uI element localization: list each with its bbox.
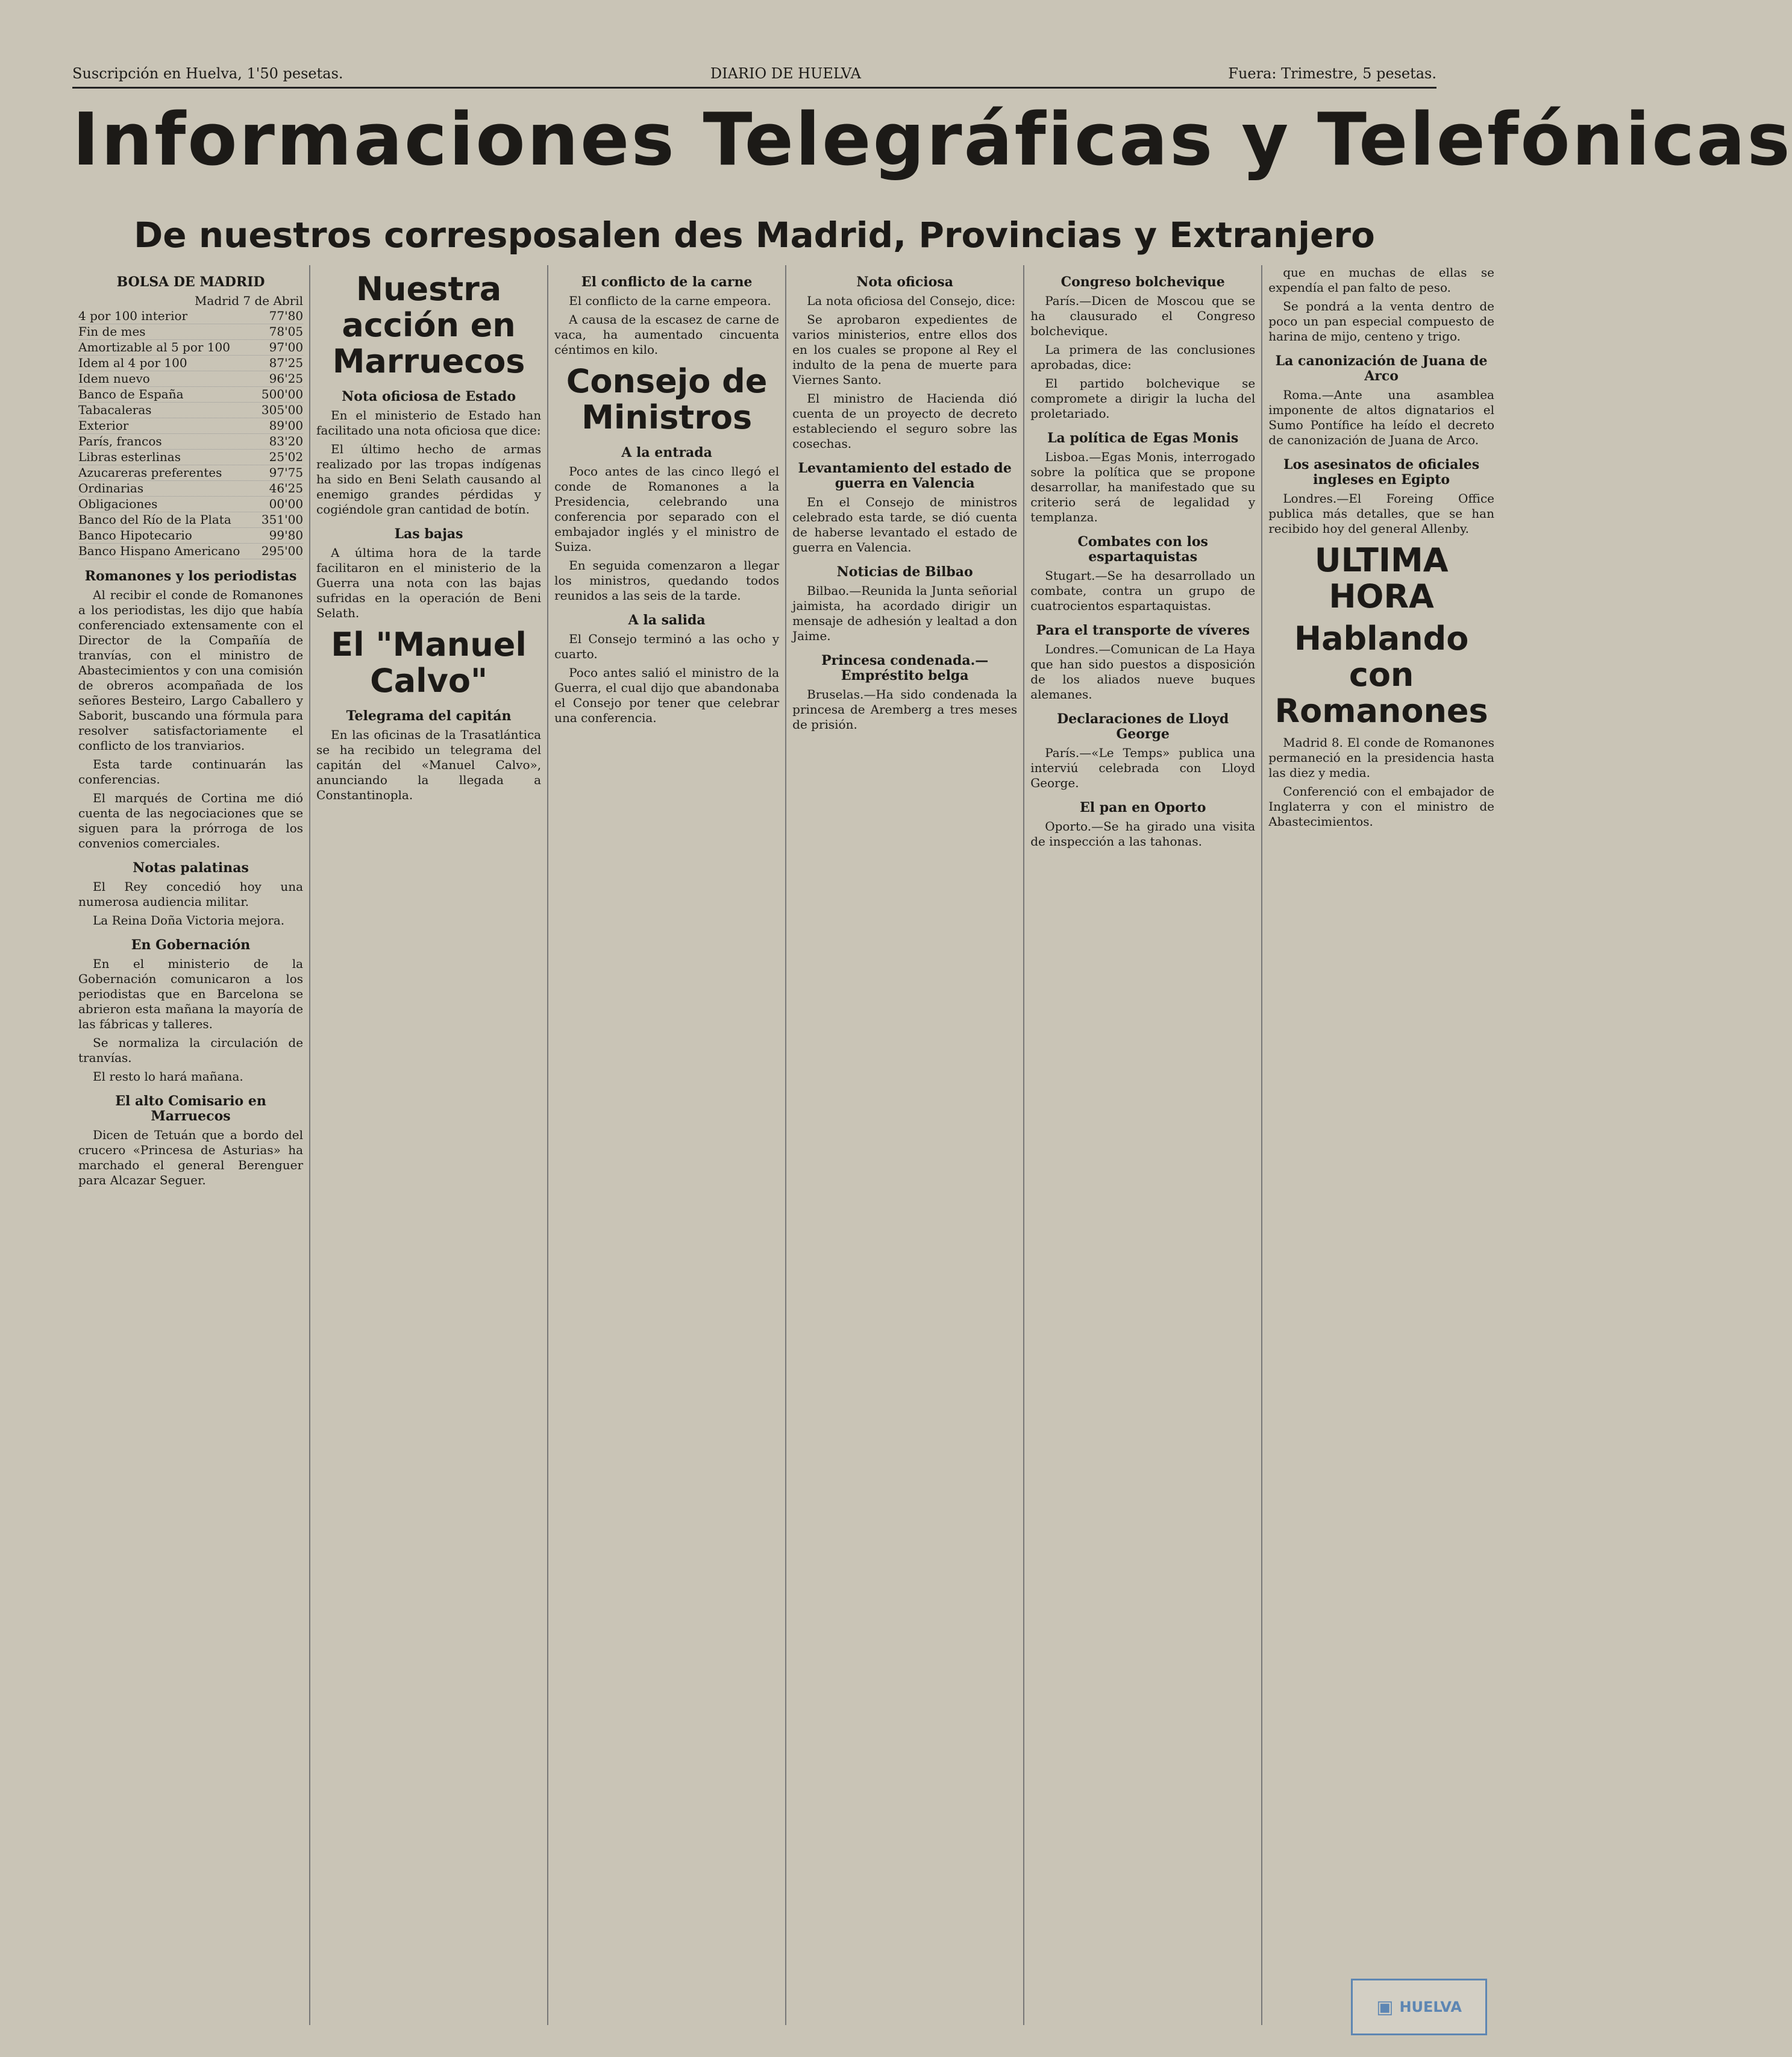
column-2 xyxy=(310,265,548,2025)
sub-banner: De nuestros corresposalen des Madrid, Provincias y Extranjero xyxy=(134,215,1375,256)
paragraph: En el ministerio de la Gobernación comunicaron a los periodistas que en Barcelona se abrieron esta mañana la mayoría de las fábricas y talleres. xyxy=(78,956,304,1031)
paragraph: El Consejo terminó a las ocho y cuarto. xyxy=(554,632,780,661)
columns xyxy=(72,265,1500,2025)
stock-row xyxy=(78,481,303,497)
stock-row xyxy=(78,340,303,356)
paragraph: Poco antes de las cinco llegó el conde de Romanones a la Presidencia, celebrando una conferencia por separado con el embajador inglés y el ministro de Suiza. xyxy=(554,464,780,554)
paragraph: Lisboa.—Egas Monis, interrogado sobre la política que se propone desarrollar, ha manifestado que su criterio será de legalidad y templanza. xyxy=(1030,450,1256,524)
paragraph: La primera de las conclusiones aprobadas, dice: xyxy=(1030,342,1256,372)
stock-title: BOLSA DE MADRID xyxy=(116,274,265,290)
section-heading: A la salida xyxy=(628,612,706,628)
stamp-icon: ▣ xyxy=(1376,1996,1394,2018)
stock-row xyxy=(78,450,303,465)
stock-value: 89'00 xyxy=(269,418,304,433)
stock-name: Idem al 4 por 100 xyxy=(78,356,187,370)
stock-name: Exterior xyxy=(78,418,129,433)
paragraph: En las oficinas de la Trasatlántica se ha recibido un telegrama del capitán del «Manuel Calvo», anunciando la llegada a Constantinopla. xyxy=(316,727,542,802)
stock-row xyxy=(78,528,303,544)
section-heading: Declaraciones de Lloyd George xyxy=(1057,711,1229,742)
section-heading: El pan en Oporto xyxy=(1080,800,1206,815)
stock-value: 87'25 xyxy=(269,356,304,370)
section-heading: Noticias de Bilbao xyxy=(836,564,973,580)
paragraph: El conflicto de la carne empeora. xyxy=(569,294,771,308)
section-heading: Combates con los espartaquistas xyxy=(1077,534,1208,565)
stock-value: 78'05 xyxy=(269,324,304,339)
running-header xyxy=(72,60,1436,89)
paragraph: El resto lo hará mañana. xyxy=(93,1069,243,1084)
stock-row xyxy=(78,371,303,387)
section-heading: Nota oficiosa xyxy=(856,274,953,290)
section-heading: Nota oficiosa de Estado xyxy=(342,389,516,404)
stock-name: Idem nuevo xyxy=(78,371,150,386)
stock-row xyxy=(78,418,303,434)
stock-value: 97'75 xyxy=(269,465,304,480)
paragraph: En el ministerio de Estado han facilitado una nota oficiosa que dice: xyxy=(316,408,542,438)
paragraph: Madrid 8. El conde de Romanones permaneció en la presidencia hasta las diez y media. xyxy=(1268,735,1494,780)
stock-name: Azucareras preferentes xyxy=(78,465,222,480)
paragraph: París.—Dicen de Moscou que se ha clausurado el Congreso bolchevique. xyxy=(1030,294,1256,338)
section-heading: Notas palatinas xyxy=(133,860,249,876)
paragraph: El Rey concedió hoy una numerosa audiencia militar. xyxy=(78,879,304,909)
paragraph: El último hecho de armas realizado por las tropas indígenas ha sido en Beni Selath causando al enemigo grandes pérdidas y cogiéndole gran cantidad de botín. xyxy=(316,442,542,517)
paragraph: Poco antes salió el ministro de la Guerra, el cual dijo que abandonaba el Consejo por tener que celebrar una conferencia. xyxy=(554,665,780,725)
stock-name: París, francos xyxy=(78,434,162,448)
stock-value: 25'02 xyxy=(269,450,304,464)
logo-text: HUELVA xyxy=(1399,1999,1462,2015)
stock-list xyxy=(78,309,303,559)
section-heading: La canonización de Juana de Arco xyxy=(1275,353,1488,384)
stock-value: 99'80 xyxy=(269,528,304,542)
main-banner: Informaciones Telegráficas y Telefónicas xyxy=(72,98,1792,182)
section-heading: Para el transporte de víveres xyxy=(1036,623,1250,638)
stock-date: Madrid 7 de Abril xyxy=(195,294,304,308)
paragraph: El partido bolchevique se compromete a dirigir la lucha del proletariado. xyxy=(1030,376,1256,421)
paragraph: Londres.—Comunican de La Haya que han sido puestos a disposición de los aliados nueve buques alemanes. xyxy=(1030,642,1256,702)
paragraph: Esta tarde continuarán las conferencias. xyxy=(78,757,304,787)
column-1-content xyxy=(78,569,303,1188)
stock-name: Libras esterlinas xyxy=(78,450,181,464)
paragraph: A última hora de la tarde facilitaron en el ministerio de la Guerra una nota con las bajas sufridas en la operación de Beni Selath. xyxy=(316,545,542,620)
stock-row xyxy=(78,403,303,418)
paragraph: La Reina Doña Victoria mejora. xyxy=(93,913,285,928)
section-heading: Las bajas xyxy=(394,526,463,542)
header-left: Suscripción en Huelva, 1'50 pesetas. xyxy=(72,65,343,82)
paragraph: El marqués de Cortina me dió cuenta de las negociaciones que se siguen para la prórroga de los convenios comerciales. xyxy=(78,791,304,850)
section-headline: Nuestra acción en Marruecos xyxy=(332,270,525,380)
stock-value: 77'80 xyxy=(269,309,304,323)
stock-name: Banco Hispano Americano xyxy=(78,544,240,558)
column-4 xyxy=(786,265,1024,2025)
paragraph: Se aprobaron expedientes de varios ministerios, entre ellos dos en los cuales se propone al Rey el indulto de la pena de muerte para Viernes Santo. xyxy=(792,312,1018,387)
archive-logo xyxy=(1351,1979,1487,2035)
paragraph: En el Consejo de ministros celebrado esta tarde, se dió cuenta de haberse levantado el estado de guerra en Valencia. xyxy=(792,495,1018,554)
stock-row xyxy=(78,465,303,481)
stock-row xyxy=(78,512,303,528)
stock-row xyxy=(78,324,303,340)
section-heading: Levantamiento del estado de guerra en Valencia xyxy=(798,460,1012,491)
stock-name: Fin de mes xyxy=(78,324,146,339)
paragraph: Bilbao.—Reunida la Junta señorial jaimista, ha acordado dirigir un mensaje de adhesión y lealtad a don Jaime. xyxy=(792,583,1018,643)
column-5 xyxy=(1024,265,1262,2025)
stock-row xyxy=(78,309,303,324)
paragraph: En seguida comenzaron a llegar los ministros, quedando todos reunidos a las seis de la tarde. xyxy=(554,558,780,603)
section-heading: Telegrama del capitán xyxy=(346,708,512,724)
section-heading: El conflicto de la carne xyxy=(581,274,753,290)
paragraph: Se normaliza la circulación de tranvías. xyxy=(78,1035,304,1065)
stock-name: Ordinarias xyxy=(78,481,144,495)
stock-value: 46'25 xyxy=(269,481,304,495)
stock-row xyxy=(78,434,303,450)
section-headline: ULTIMA HORA xyxy=(1314,541,1449,615)
section-headline: El "Manuel Calvo" xyxy=(331,626,527,700)
stock-value: 295'00 xyxy=(261,544,304,558)
section-heading: El alto Comisario en Marruecos xyxy=(115,1093,266,1124)
stock-name: Banco de España xyxy=(78,387,184,401)
stock-row xyxy=(78,497,303,512)
paragraph: A causa de la escasez de carne de vaca, ha aumentado cincuenta céntimos en kilo. xyxy=(554,312,780,357)
column-3 xyxy=(548,265,786,2025)
paragraph: Al recibir el conde de Romanones a los periodistas, les dijo que había conferenciado extensamente con el Director de la Compañía de tranvías, con el ministro de Abastecimientos y con una comisión de obreros acompañada de los señores Besteiro, Largo Caballero y Saborit, buscando una fórmula para resolver satisfactoriamente el conflicto de los tranviarios. xyxy=(78,588,304,753)
stock-name: 4 por 100 interior xyxy=(78,309,188,323)
stock-name: Tabacaleras xyxy=(78,403,152,417)
stock-name: Obligaciones xyxy=(78,497,158,511)
stock-value: 305'00 xyxy=(261,403,304,417)
section-heading: Los asesinatos de oficiales ingleses en Egipto xyxy=(1283,457,1480,488)
stock-name: Amortizable al 5 por 100 xyxy=(78,340,230,354)
section-heading: La política de Egas Monis xyxy=(1047,430,1239,446)
stock-row xyxy=(78,387,303,403)
stock-value: 00'00 xyxy=(269,497,304,511)
stock-name: Banco Hipotecario xyxy=(78,528,192,542)
paragraph: Dicen de Tetuán que a bordo del crucero «Princesa de Asturias» ha marchado el general Berenguer para Alcazar Seguer. xyxy=(78,1128,304,1187)
stock-value: 83'20 xyxy=(269,434,304,448)
paragraph: Se pondrá a la venta dentro de poco un pan especial compuesto de harina de mijo, centeno y trigo. xyxy=(1268,299,1494,344)
stock-row xyxy=(78,356,303,371)
paragraph: Bruselas.—Ha sido condenada la princesa de Aremberg a tres meses de prisión. xyxy=(792,687,1018,732)
column-6 xyxy=(1262,265,1500,2025)
stock-name: Banco del Río de la Plata xyxy=(78,512,231,527)
paragraph: La nota oficiosa del Consejo, dice: xyxy=(807,294,1016,308)
section-headline: Consejo de Ministros xyxy=(566,362,768,436)
section-heading: Princesa condenada.—Empréstito belga xyxy=(821,653,989,683)
paragraph: París.—«Le Temps» publica una interviú celebrada con Lloyd George. xyxy=(1030,746,1256,790)
paragraph: Roma.—Ante una asamblea imponente de altos dignatarios el Sumo Pontífice ha leído el decreto de canonización de Juana de Arco. xyxy=(1268,388,1494,447)
section-headline: Hablando con Romanones xyxy=(1274,620,1488,730)
section-heading: Congreso bolchevique xyxy=(1060,274,1225,290)
paragraph: Conferenció con el embajador de Inglaterra y con el ministro de Abastecimientos. xyxy=(1268,784,1494,829)
section-heading: Romanones y los periodistas xyxy=(84,568,297,584)
paragraph: Stugart.—Se ha desarrollado un combate, contra un grupo de cuatrocientos espartaquistas. xyxy=(1030,568,1256,613)
stock-row xyxy=(78,544,303,559)
header-center: DIARIO DE HUELVA xyxy=(710,65,861,82)
column-1 xyxy=(72,265,310,2025)
section-heading: En Gobernación xyxy=(131,937,251,953)
header-right: Fuera: Trimestre, 5 pesetas. xyxy=(1228,65,1436,82)
paragraph: Londres.—El Foreing Office publica más detalles, que se han recibido hoy del general Allenby. xyxy=(1268,491,1494,536)
stock-value: 500'00 xyxy=(261,387,304,401)
stock-value: 96'25 xyxy=(269,371,304,386)
stock-value: 351'00 xyxy=(261,512,304,527)
paragraph: El ministro de Hacienda dió cuenta de un proyecto de decreto estableciendo el seguro sobre las cosechas. xyxy=(792,391,1018,451)
paragraph: que en muchas de ellas se expendía el pan falto de peso. xyxy=(1268,265,1494,295)
paragraph: Oporto.—Se ha girado una visita de inspección a las tahonas. xyxy=(1030,819,1256,849)
stock-value: 97'00 xyxy=(269,340,304,354)
section-heading: A la entrada xyxy=(621,445,712,460)
